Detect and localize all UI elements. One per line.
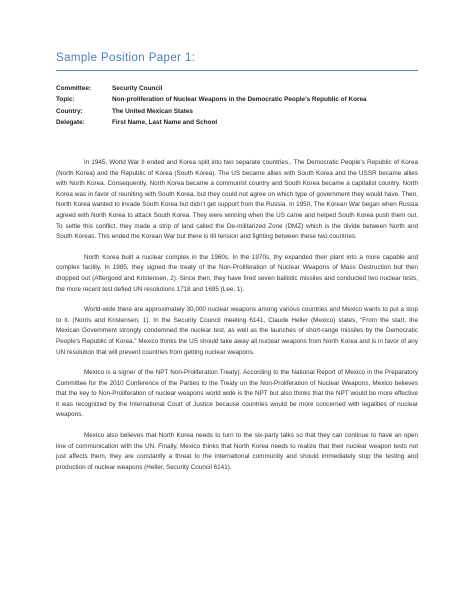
- paragraph-nuclear-program: North Korea built a nuclear complex in the 1960s. In the 1970s, thy expanded their plant into a more capable and complex facility. In 1985, they signed the treaty of the Non-Proliferation of Nuclear Weapons of Mass Destruction but then dropped out (Aftergood and Kristensen, 2). Since then, they have fired seven ballistic missiles and conducted two nuclear tests, the more recent test defied UN resolutions 1718 and 1695 (Lee, 1).: [56, 253, 418, 293]
- paragraph-conclusion: Mexico also believes that North Korea needs to turn to the six-party talks so that they can continue to have an open line of communication with the UN. Finally, Mexico thinks that North Korea needs to realize that their nuclear weapon tests not just affects them, they are constantly a threat to the international community and should immediately stop the testing and production of nuclear weapons (Heller, Security Council 6141).: [56, 432, 418, 471]
- metadata-block: [56, 83, 428, 129]
- document-body: [56, 158, 418, 483]
- meta-value-committee: Security Council: [112, 85, 163, 92]
- meta-value-country: The United Mexican States: [112, 107, 193, 115]
- paragraph-npt: Mexico is a signer of the NPT Non-Proliferation Treaty). According to the National Report of Mexico in the Preparatory Committee for the 2010 Conference of the Parties to the Treaty on the Non-Proliferation of Nuclear Weapons, Mexico believes that the key to Non-Proliferation of nuclear weapons world wide is the NPT but also thinks that the NPT would be more effective it was recognized by the International Court of Justice because countries would be more concerned with legalities of nuclear weapons.: [56, 369, 418, 419]
- document-title: Sample Position Paper 1:: [56, 52, 196, 64]
- meta-label-delegate: Delegate:: [56, 119, 85, 127]
- paragraph-history: In 1945, World War II ended and Korea split into two separate countries., The Democratic People’s Republic of Korea (North Korea) and the Republic of Korea (South Korea). The US became allies with South Korea and the USSR became allies with North Korea. Consequently, North Korea became a communist country and South Korea became a capitalist country. North Korea was in favor of reuniting with South Korea, but they could not agree on which type of government they would have. Then, North Korea wanted to invade South Korea but didn’t get support from the Russia. In 1950, The Korean War began when Russia agreed with North Korea to attack South Korea. They were winning when the US came and helped South Korea push them out. To settle this conflict, they made a strip of land called the De-militarized Zone (DMZ) which is the divide between North and South Koreas. This ended the Korean War but there is till tension and fighting between these two countries.: [56, 159, 418, 241]
- meta-row-country: [56, 106, 428, 117]
- meta-row-delegate: [56, 117, 428, 128]
- meta-label-committee: Committee:: [56, 85, 92, 92]
- meta-row-topic: [56, 94, 428, 105]
- title-underline: [56, 70, 418, 71]
- meta-value-topic: Non-proliferation of Nuclear Weapons in the Democratic People’s Republic of Korea: [112, 96, 367, 104]
- meta-value-delegate: First Name, Last Name and School: [112, 119, 218, 127]
- meta-label-topic: Topic:: [56, 96, 75, 104]
- paragraph-global-weapons: World-wide there are approximately 30,000 nuclear weapons among various countries and Mexico wants to put a stop to it. (Norris and Kristensen, 1). In the Security Council meeting 6141, Claude Heller (Mexico) states, “From the start, the Mexican Government strongly condemned the nuclear test, as well as the launches of short-range missiles by the Democratic People’s Republic of Korea.” Mexico thinks the US should take away all nuclear weapons from North Korea and is in favor of any UN resolution that will prevent countries from getting nuclear weapons.: [56, 306, 418, 356]
- meta-row-committee: [56, 83, 428, 94]
- meta-label-country: Country:: [56, 107, 83, 115]
